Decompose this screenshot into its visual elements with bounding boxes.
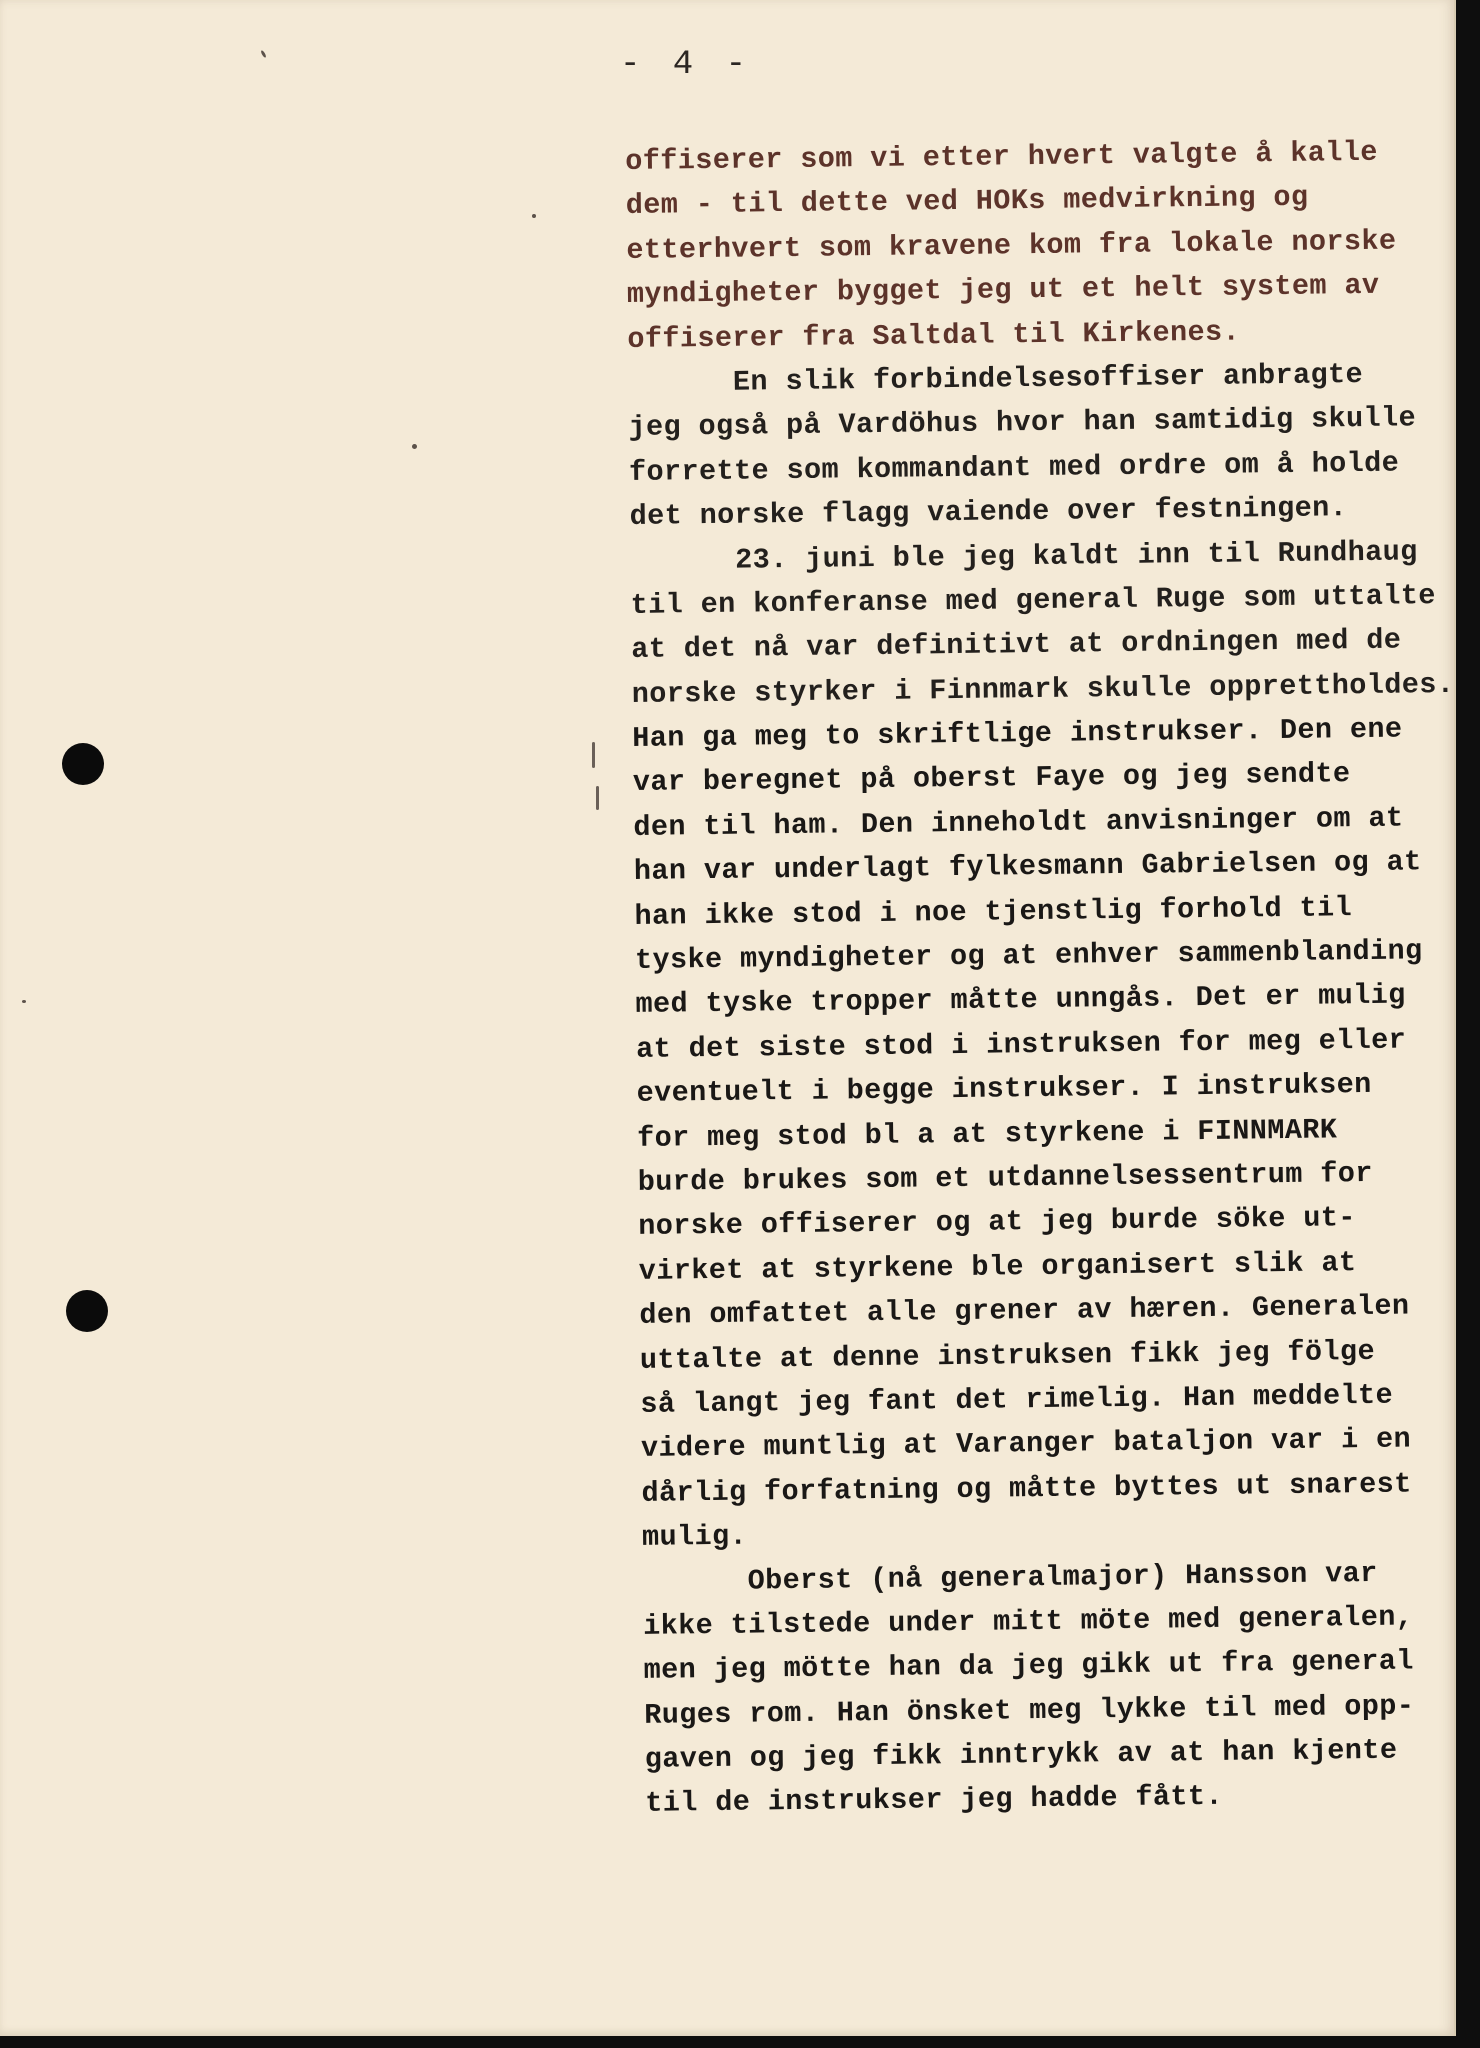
text-line: den omfattet alle grener av hæren. Generalen	[639, 1289, 1410, 1333]
text-line: videre muntlig at Varanger bataljon var i en	[640, 1422, 1412, 1466]
text-line: men jeg mötte han da jeg gikk ut fra general	[643, 1644, 1414, 1688]
paper-speck	[412, 444, 417, 449]
text-line: 23. juni ble jeg kaldt inn til Rundhaug	[734, 534, 1418, 577]
text-line: han ikke stod i noe tjenstlig forhold til	[634, 890, 1353, 933]
text-line: offiserer som vi etter hvert valgte å kalle	[625, 135, 1379, 178]
margin-mark	[592, 742, 595, 768]
text-line: myndigheter bygget jeg ut et helt system av	[626, 268, 1380, 312]
text-line: var beregnet på oberst Faye og jeg sendte	[632, 757, 1351, 800]
text-line: jeg også på Vardöhus hvor han samtidig skulle	[628, 401, 1417, 445]
paper-speck	[22, 1000, 26, 1003]
text-line: han var underlagt fylkesmann Gabrielsen og at	[633, 845, 1422, 889]
text-line: for meg stod bl a at styrkene i FINNMARK	[636, 1112, 1338, 1155]
page-number: - 4 -	[620, 46, 753, 84]
text-line: uttalte at denne instruksen fikk jeg fölge	[639, 1334, 1376, 1377]
text-line: til de instrukser jeg hadde fått.	[645, 1780, 1224, 1821]
text-line: offiserer fra Saltdal til Kirkenes.	[627, 315, 1241, 356]
text-line: at det nå var definitivt at ordningen med de	[631, 623, 1402, 667]
text-line: det norske flagg vaiende over festningen.	[629, 491, 1348, 534]
text-line: En slik forbindelsesoffiser anbragte	[732, 357, 1364, 399]
paper-speck	[260, 50, 267, 58]
text-line: den til ham. Den inneholdt anvisninger om at	[633, 801, 1404, 844]
text-line: gaven og jeg fikk inntrykk av at han kjente	[644, 1733, 1398, 1776]
margin-mark	[596, 786, 599, 810]
text-line: så langt jeg fant det rimelig. Han meddelte	[640, 1378, 1394, 1421]
text-line: etterhvert som kravene kom fra lokale norske	[626, 224, 1397, 267]
text-line: med tyske tropper måtte unngås. Det er mulig	[635, 978, 1406, 1022]
text-line: norske offiserer og at jeg burde söke ut-	[638, 1201, 1357, 1244]
text-line: at det siste stod i instruksen for meg eller	[635, 1023, 1407, 1066]
text-line: virket at styrkene ble organisert slik at	[638, 1245, 1357, 1288]
text-line: dem - til dette ved HOKs medvirkning og	[625, 181, 1309, 223]
text-line: Han ga meg to skriftlige instrukser. Den ene	[632, 712, 1403, 756]
text-line: dårlig forfatning og måtte byttes ut snarest	[641, 1467, 1412, 1510]
typed-text-body	[625, 130, 1466, 1827]
text-line: ikke tilstede under mitt möte med generalen,	[642, 1600, 1414, 1643]
text-line: til en konferanse med general Ruge som uttalte	[630, 579, 1436, 622]
text-line: tyske myndigheter og at enhver sammenblanding	[634, 934, 1423, 977]
punch-hole-upper	[62, 743, 104, 785]
text-line: mulig.	[641, 1519, 748, 1555]
text-line: eventuelt i begge instrukser. I instruksen	[636, 1068, 1372, 1111]
text-line: forrette som kommandant med ordre om å holde	[628, 446, 1400, 489]
text-line: Ruges rom. Han önsket meg lykke til med opp-	[644, 1689, 1415, 1732]
text-line: Oberst (nå generalmajor) Hansson var	[747, 1556, 1378, 1598]
paper-speck	[532, 214, 536, 218]
text-line: burde brukes som et utdannelsessentrum for	[637, 1156, 1374, 1199]
text-line: norske styrker i Finnmark skulle opprettholdes.	[631, 667, 1455, 711]
punch-hole-lower	[66, 1290, 108, 1332]
